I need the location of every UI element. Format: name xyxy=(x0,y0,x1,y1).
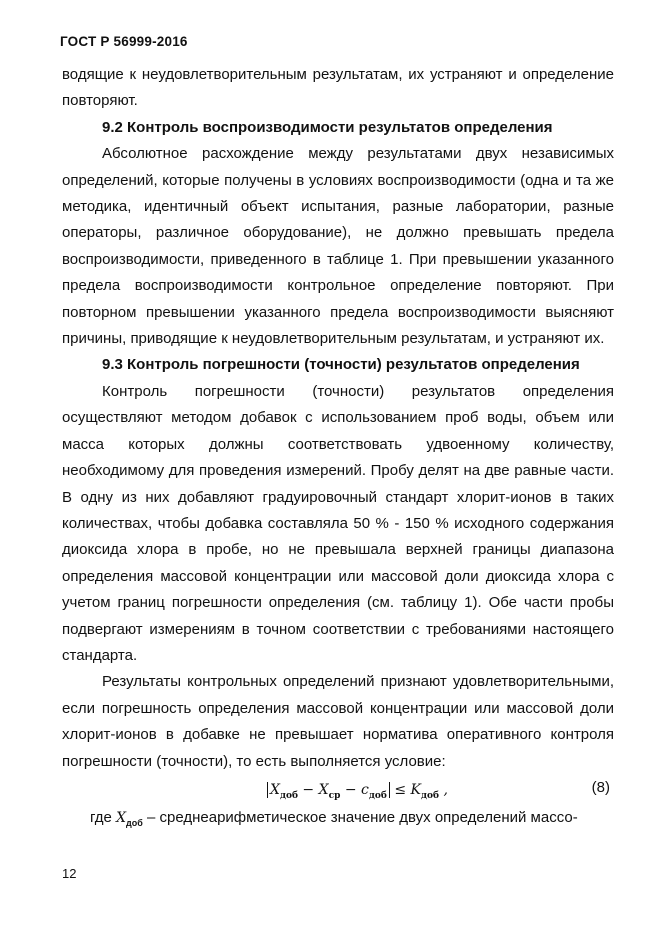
section-heading-9-2: 9.2 Контроль воспроизводимости результатов определения xyxy=(102,118,553,136)
sub-dob: доб xyxy=(420,790,439,801)
minus-sign: − xyxy=(297,781,319,798)
var-xcp: X xyxy=(318,781,329,798)
sub-cp: ср xyxy=(328,790,341,801)
minus-sign: − xyxy=(340,781,362,798)
formula-number: (8) xyxy=(591,778,610,796)
var-k: K xyxy=(410,781,421,798)
formula-8 xyxy=(62,775,614,805)
paragraph-accuracy-control: Контроль погрешности (точности) результатов определения осуществляют методом добавок с использованием проб воды, объем или масса которых должны соответствовать удвоенному количеству, необходимому для проведения измерений. Пробу делят на две равные части. В одну из них добавляют градуировочный стандарт хлорит-ионов в таких количествах, чтобы добавка составляла 50 % - 150 % исходного содержания диоксида хлора в пробе, но не превышала верхней границы диапазона определения массовой концентрации или массовой доли диоксида хлора с учетом границ погрешности определения (см. таблицу 1). Обе части пробы подвергают измерениям в точном соответствии с требованиями настоящего стандарта. xyxy=(62,382,614,664)
where-sub: доб xyxy=(126,817,143,828)
sub-dob: доб xyxy=(368,790,387,801)
paragraph-where xyxy=(62,805,614,836)
paragraph-reproducibility: Абсолютное расхождение между результатами двух независимых определений, которые получены в условиях воспроизводимости (одна и та же методика, идентичный объект испытания, разные лаборатории, разные операторы, различное оборудование), не должно превышать предела воспроизводимости, приведенного в таблице 1. При превышении указанного предела воспроизводимости контрольное определение повторяют. При повторном превышении указанного предела воспроизводимости выясняют причины, приводящие к неудовлетворительным результатам, и устраняют их. xyxy=(62,145,614,348)
var-c: c xyxy=(361,781,369,798)
formula-tail: , xyxy=(439,781,448,798)
document-body xyxy=(62,62,614,836)
paragraph-continuation: водящие к неудовлетворительным результатам, их устраняют и определение повторяют. xyxy=(62,66,614,110)
where-text: – среднеарифметическое значение двух определений массо- xyxy=(142,808,578,826)
section-heading-9-3: 9.3 Контроль погрешности (точности) результатов определения xyxy=(102,356,580,374)
var-x: X xyxy=(270,781,280,798)
page-number: 12 xyxy=(62,866,77,881)
absolute-value xyxy=(267,781,390,801)
formula-expression xyxy=(267,777,448,809)
where-var: X xyxy=(116,809,127,826)
sub-dob: доб xyxy=(279,790,298,801)
paragraph-results-criteria: Результаты контрольных определений признают удовлетворительными, если погрешность определения массовой концентрации или массовой доли хлорит-ионов в добавке не превышает норматива оперативного контроля погрешности (точности), то есть выполняется условие: xyxy=(62,673,614,770)
where-prefix: где xyxy=(90,808,117,826)
leq-sign: ≤ xyxy=(389,781,411,798)
document-header: ГОСТ Р 56999-2016 xyxy=(60,34,188,49)
